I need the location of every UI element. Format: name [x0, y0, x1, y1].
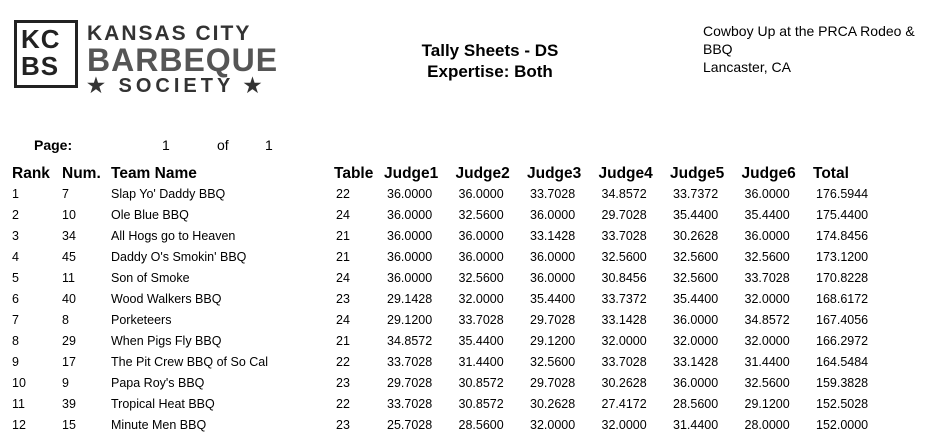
- cell-total: 170.8228: [816, 270, 869, 285]
- cell-rank: 12: [12, 417, 26, 432]
- cell-judge6: 32.0000: [744, 291, 790, 306]
- cell-total: 167.4056: [816, 312, 869, 327]
- cell-rank: 7: [12, 312, 19, 327]
- cell-judge3: 32.0000: [530, 417, 576, 432]
- cell-judge4: 27.4172: [601, 396, 647, 411]
- cell-judge4: 30.2628: [601, 375, 647, 390]
- cell-rank: 2: [12, 207, 19, 222]
- cell-judge3: 35.4400: [530, 291, 576, 306]
- cell-total: 168.6172: [816, 291, 869, 306]
- cell-judge6: 36.0000: [744, 186, 790, 201]
- cell-num: 29: [62, 333, 76, 348]
- table-row: [12, 204, 896, 225]
- cell-judge1: 29.1200: [387, 312, 433, 327]
- cell-judge5: 28.5600: [673, 396, 719, 411]
- cell-rank: 5: [12, 270, 19, 285]
- cell-judge1: 36.0000: [387, 270, 433, 285]
- logo-box-bottom: BS: [21, 51, 60, 81]
- cell-judge4: 32.5600: [601, 249, 647, 264]
- cell-team-name: All Hogs go to Heaven: [111, 228, 236, 243]
- logo-line-3: ★ SOCIETY ★: [87, 75, 266, 97]
- cell-judge4: 33.1428: [601, 312, 647, 327]
- cell-rank: 9: [12, 354, 19, 369]
- event-location: Lancaster, CA: [703, 59, 791, 75]
- cell-judge1: 36.0000: [387, 186, 433, 201]
- cell-judge1: 33.7028: [387, 396, 433, 411]
- cell-judge3: 29.1200: [530, 333, 576, 348]
- cell-judge2: 31.4400: [458, 354, 504, 369]
- cell-num: 15: [62, 417, 76, 432]
- cell-judge1: 36.0000: [387, 249, 433, 264]
- cell-judge2: 35.4400: [458, 333, 504, 348]
- cell-judge6: 36.0000: [744, 228, 790, 243]
- cell-judge6: 29.1200: [744, 396, 790, 411]
- cell-rank: 6: [12, 291, 19, 306]
- cell-table: 22: [336, 354, 350, 369]
- table-row: [12, 351, 896, 372]
- cell-team-name: Minute Men BBQ: [111, 417, 207, 432]
- cell-team-name: Ole Blue BBQ: [111, 207, 189, 222]
- table-row: [12, 393, 896, 414]
- column-header-judge5: Judge5: [670, 164, 725, 182]
- cell-total: 152.5028: [816, 396, 869, 411]
- cell-rank: 1: [12, 186, 19, 201]
- table-header-row: [12, 164, 896, 183]
- cell-total: 175.4400: [816, 207, 869, 222]
- cell-num: 40: [62, 291, 76, 306]
- cell-table: 24: [336, 270, 350, 285]
- page-current: 1: [162, 137, 170, 153]
- cell-judge5: 35.4400: [673, 291, 719, 306]
- cell-judge4: 30.8456: [601, 270, 647, 285]
- cell-judge4: 34.8572: [601, 186, 647, 201]
- cell-num: 45: [62, 249, 76, 264]
- cell-judge1: 36.0000: [387, 207, 433, 222]
- cell-total: 176.5944: [816, 186, 869, 201]
- cell-judge2: 36.0000: [458, 249, 504, 264]
- tally-table-wrapper: [12, 164, 896, 435]
- cell-team-name: Wood Walkers BBQ: [111, 291, 222, 306]
- cell-rank: 4: [12, 249, 19, 264]
- cell-judge3: 36.0000: [530, 270, 576, 285]
- cell-table: 23: [336, 417, 350, 432]
- cell-judge4: 29.7028: [601, 207, 647, 222]
- cell-judge3: 32.5600: [530, 354, 576, 369]
- cell-judge5: 33.7372: [673, 186, 719, 201]
- kcbs-logo: [14, 20, 279, 97]
- table-row: [12, 414, 896, 435]
- cell-num: 34: [62, 228, 76, 243]
- cell-judge3: 29.7028: [530, 375, 576, 390]
- cell-team-name: Daddy O's Smokin' BBQ: [111, 249, 247, 264]
- cell-table: 21: [336, 228, 350, 243]
- cell-table: 24: [336, 207, 350, 222]
- logo-wordmark: [87, 22, 278, 97]
- cell-judge5: 32.5600: [673, 270, 719, 285]
- cell-judge5: 35.4400: [673, 207, 719, 222]
- cell-total: 174.8456: [816, 228, 869, 243]
- cell-judge4: 32.0000: [601, 417, 647, 432]
- cell-table: 22: [336, 186, 350, 201]
- cell-judge5: 32.0000: [673, 333, 719, 348]
- cell-rank: 10: [12, 375, 26, 390]
- cell-table: 24: [336, 312, 350, 327]
- column-header-judge2: Judge2: [455, 164, 510, 182]
- page-label: Page:: [34, 137, 73, 153]
- cell-team-name: Tropical Heat BBQ: [111, 396, 215, 411]
- table-row: [12, 330, 896, 351]
- cell-rank: 8: [12, 333, 19, 348]
- cell-total: 166.2972: [816, 333, 869, 348]
- cell-table: 23: [336, 375, 350, 390]
- column-header-team-name: Team Name: [111, 164, 197, 182]
- cell-table: 22: [336, 396, 350, 411]
- cell-judge1: 29.7028: [387, 375, 433, 390]
- event-name-line-1: Cowboy Up at the PRCA Rodeo &: [703, 23, 915, 39]
- cell-judge2: 30.8572: [458, 375, 504, 390]
- cell-judge1: 25.7028: [387, 417, 433, 432]
- column-header-judge4: Judge4: [598, 164, 653, 182]
- page-of-label: of: [217, 137, 229, 153]
- column-header-total: Total: [813, 164, 849, 182]
- cell-judge5: 31.4400: [673, 417, 719, 432]
- cell-table: 23: [336, 291, 350, 306]
- cell-total: 173.1200: [816, 249, 869, 264]
- cell-num: 11: [62, 270, 75, 285]
- cell-judge4: 32.0000: [601, 333, 647, 348]
- cell-judge6: 32.5600: [744, 249, 790, 264]
- cell-total: 164.5484: [816, 354, 869, 369]
- cell-judge2: 33.7028: [458, 312, 504, 327]
- logo-box-top: KC: [21, 24, 61, 54]
- cell-judge5: 36.0000: [673, 375, 719, 390]
- report-title: Tally Sheets - DS: [421, 41, 559, 60]
- page-total: 1: [265, 137, 273, 153]
- cell-judge2: 32.0000: [458, 291, 504, 306]
- cell-judge2: 28.5600: [458, 417, 504, 432]
- column-header-table: Table: [334, 164, 374, 182]
- cell-judge5: 33.1428: [673, 354, 719, 369]
- cell-team-name: Son of Smoke: [111, 270, 190, 285]
- table-row: [12, 267, 896, 288]
- cell-total: 159.3828: [816, 375, 869, 390]
- cell-rank: 3: [12, 228, 19, 243]
- cell-judge3: 30.2628: [530, 396, 576, 411]
- cell-num: 17: [62, 354, 76, 369]
- column-header-num: Num.: [62, 164, 101, 182]
- cell-team-name: Papa Roy's BBQ: [111, 375, 205, 390]
- table-row: [12, 225, 896, 246]
- cell-judge6: 32.0000: [744, 333, 790, 348]
- cell-judge4: 33.7028: [601, 228, 647, 243]
- cell-num: 7: [62, 186, 69, 201]
- cell-judge2: 32.5600: [458, 270, 504, 285]
- cell-judge3: 33.1428: [530, 228, 576, 243]
- cell-num: 9: [62, 375, 69, 390]
- cell-judge1: 29.1428: [387, 291, 433, 306]
- cell-table: 21: [336, 249, 350, 264]
- cell-judge3: 33.7028: [530, 186, 576, 201]
- cell-num: 10: [62, 207, 76, 222]
- cell-judge2: 36.0000: [458, 186, 504, 201]
- column-header-judge1: Judge1: [384, 164, 439, 182]
- column-header-judge6: Judge6: [741, 164, 796, 182]
- cell-judge5: 36.0000: [673, 312, 719, 327]
- kcbs-logo-mark: [14, 20, 78, 88]
- event-info: [703, 22, 943, 76]
- table-row: [12, 288, 896, 309]
- cell-judge6: 28.0000: [744, 417, 790, 432]
- cell-judge6: 34.8572: [744, 312, 790, 327]
- cell-total: 152.0000: [816, 417, 869, 432]
- cell-num: 8: [62, 312, 69, 327]
- logo-line-2: BARBEQUE: [87, 42, 279, 78]
- tally-table: [12, 164, 896, 435]
- cell-judge3: 36.0000: [530, 207, 576, 222]
- cell-judge2: 36.0000: [458, 228, 504, 243]
- cell-judge3: 29.7028: [530, 312, 576, 327]
- cell-judge4: 33.7372: [601, 291, 647, 306]
- cell-team-name: Slap Yo' Daddy BBQ: [111, 186, 226, 201]
- report-subtitle: Expertise: Both: [427, 62, 553, 81]
- cell-judge2: 30.8572: [458, 396, 504, 411]
- cell-team-name: Porketeers: [111, 312, 172, 327]
- cell-judge6: 33.7028: [744, 270, 790, 285]
- table-row: [12, 183, 896, 204]
- cell-judge1: 33.7028: [387, 354, 433, 369]
- cell-judge2: 32.5600: [458, 207, 504, 222]
- report-title-block: [395, 40, 585, 82]
- cell-judge4: 33.7028: [601, 354, 647, 369]
- logo-line-1: KANSAS CITY: [87, 22, 252, 45]
- cell-judge1: 36.0000: [387, 228, 433, 243]
- table-row: [12, 246, 896, 267]
- cell-judge5: 32.5600: [673, 249, 719, 264]
- table-body: [12, 183, 896, 435]
- column-header-judge3: Judge3: [527, 164, 582, 182]
- cell-judge6: 31.4400: [744, 354, 790, 369]
- table-row: [12, 309, 896, 330]
- cell-team-name: When Pigs Fly BBQ: [111, 333, 222, 348]
- table-row: [12, 372, 896, 393]
- cell-judge3: 36.0000: [530, 249, 576, 264]
- cell-num: 39: [62, 396, 76, 411]
- cell-judge6: 35.4400: [744, 207, 790, 222]
- cell-table: 21: [336, 333, 350, 348]
- column-header-rank: Rank: [12, 164, 50, 182]
- cell-judge5: 30.2628: [673, 228, 719, 243]
- cell-rank: 11: [12, 396, 25, 411]
- cell-judge6: 32.5600: [744, 375, 790, 390]
- cell-judge1: 34.8572: [387, 333, 433, 348]
- pagination: [0, 137, 950, 155]
- event-name-line-2: BBQ: [703, 41, 733, 57]
- cell-team-name: The Pit Crew BBQ of So Cal: [111, 354, 269, 369]
